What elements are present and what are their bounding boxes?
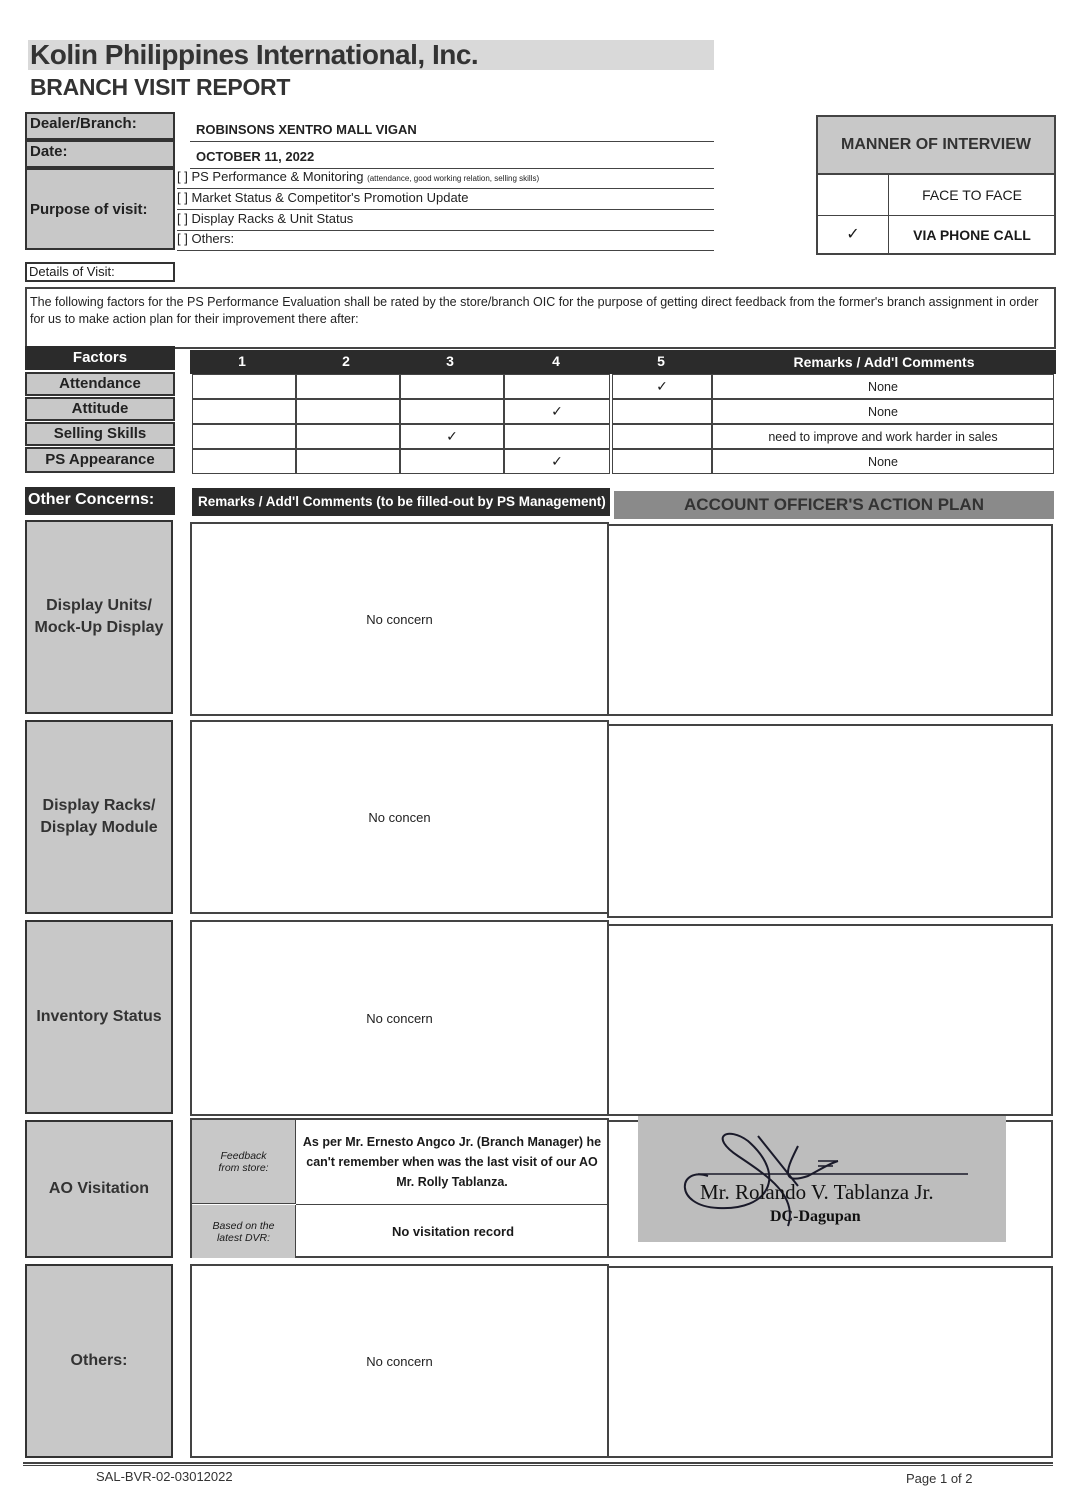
rating-header: 3 [446,353,454,369]
purpose-text: Market Status & Competitor's Promotion Update [191,190,469,205]
date-label: Date: [25,140,175,168]
signatory-name: Mr. Rolando V. Tablanza Jr. [700,1180,934,1204]
others-remark: No concern [190,1264,609,1458]
dvr-label: Based on the latest DVR: [192,1205,296,1258]
display-racks-action[interactable] [607,724,1053,918]
factor-attendance: Attendance [25,372,175,396]
interview-option[interactable] [818,215,1054,255]
rating-cell[interactable] [612,449,712,474]
rating-cell[interactable] [192,399,296,424]
purpose-text: Others: [191,231,235,246]
rating-cell[interactable] [296,374,400,399]
rating-cell[interactable] [400,449,504,474]
form-code: SAL-BVR-02-03012022 [96,1469,233,1484]
rating-cell[interactable] [612,399,712,424]
purpose-note: (attendance, good working relation, selling skills) [367,174,540,183]
rating-cell[interactable] [296,424,400,449]
page-number: Page 1 of 2 [906,1471,973,1486]
purpose-checkbox[interactable]: [ ] [177,231,188,246]
dealer-label: Dealer/Branch: [25,112,175,140]
factor-remark: None [712,449,1054,474]
ao-visitation-box [190,1118,609,1258]
rating-cell[interactable] [192,449,296,474]
rating-cell[interactable] [400,374,504,399]
rating-cell[interactable] [612,424,712,449]
interview-box [816,115,1056,255]
interview-option-label: FACE TO FACE [922,187,1022,203]
dealer-value: ROBINSONS XENTRO MALL VIGAN [196,122,417,137]
rating-cell[interactable]: ✓ [612,374,712,399]
purpose-checkbox[interactable]: [ ] [177,169,188,184]
factor-attitude: Attitude [25,397,175,421]
bottom-rule [23,1462,1053,1466]
interview-option-label: VIA PHONE CALL [913,227,1031,243]
purpose-checkbox[interactable]: [ ] [177,211,188,226]
factor-remark: None [712,399,1054,424]
date-value: OCTOBER 11, 2022 [196,149,315,164]
factors-header: Factors [25,346,175,370]
details-text: The following factors for the PS Performance Evaluation shall be rated by the store/branch OIC for the purpose of getting direct feedback from the former's branch assignment in order for us to make action plan for their improvement there after: [25,287,1056,349]
dvr-text: No visitation record [391,1224,515,1239]
interview-title: MANNER OF INTERVIEW [818,117,1054,175]
purpose-label: Purpose of visit: [25,168,175,250]
rating-cell[interactable] [192,424,296,449]
date-line [190,145,714,169]
inventory-remark: No concern [190,920,609,1116]
ao-visitation-label: AO Visitation [25,1120,173,1258]
others-label: Others: [25,1264,173,1458]
feedback-text: As per Mr. Ernesto Angco Jr. (Branch Manager) he can't remember when was the last visit of our AO Mr. Rolly Tablanza. [302,1135,602,1189]
rating-cell[interactable] [504,424,610,449]
purpose-text: PS Performance & Monitoring [191,169,364,184]
rating-cell[interactable]: ✓ [504,399,610,424]
purpose-text: Display Racks & Unit Status [191,211,354,226]
report-title: BRANCH VISIT REPORT [30,74,291,100]
concerns-remarks-header: Remarks / Add'l Comments (to be filled-out by PS Management) [192,488,610,516]
purpose-checkbox[interactable]: [ ] [177,190,188,205]
interview-check[interactable] [818,175,889,215]
display-racks-label: Display Racks/ Display Module [25,720,173,914]
display-racks-remark: No concen [190,720,609,914]
dealer-line [190,118,714,142]
feedback-label: Feedback from store: [192,1120,296,1204]
rating-header: 4 [552,353,560,369]
rating-cell[interactable] [192,374,296,399]
rating-header: 5 [657,353,665,369]
purpose-option [177,169,714,189]
rating-cell[interactable] [504,374,610,399]
rating-cell[interactable] [296,399,400,424]
rating-cell[interactable] [296,449,400,474]
purpose-option [177,190,714,210]
interview-check[interactable]: ✓ [818,215,889,255]
factor-remark: None [712,374,1054,399]
inventory-action[interactable] [607,924,1053,1116]
signatory-position: DC-Dagupan [770,1208,861,1225]
purpose-option [177,231,714,251]
signature-block [638,1116,1006,1242]
action-plan-header: ACCOUNT OFFICER'S ACTION PLAN [614,491,1054,519]
rating-cell[interactable]: ✓ [504,449,610,474]
rating-cell[interactable]: ✓ [400,424,504,449]
others-action[interactable] [607,1266,1053,1458]
display-units-remark: No concern [190,522,609,716]
remarks-header: Remarks / Add'l Comments [793,354,975,370]
interview-option[interactable] [818,175,1054,216]
display-units-label: Display Units/ Mock-Up Display [25,520,173,714]
factor-ps-appearance: PS Appearance [25,447,175,473]
purpose-option [177,211,714,231]
display-units-action[interactable] [607,524,1053,716]
rating-cell[interactable] [400,399,504,424]
factor-selling-skills: Selling Skills [25,422,175,446]
rating-header: 2 [342,353,350,369]
details-label: Details of Visit: [25,262,175,282]
factor-remark: need to improve and work harder in sales [712,424,1054,449]
rating-header: 1 [238,353,246,369]
other-concerns-label: Other Concerns: [25,487,175,515]
company-name: Kolin Philippines International, Inc. [28,40,714,70]
inventory-label: Inventory Status [25,920,173,1114]
